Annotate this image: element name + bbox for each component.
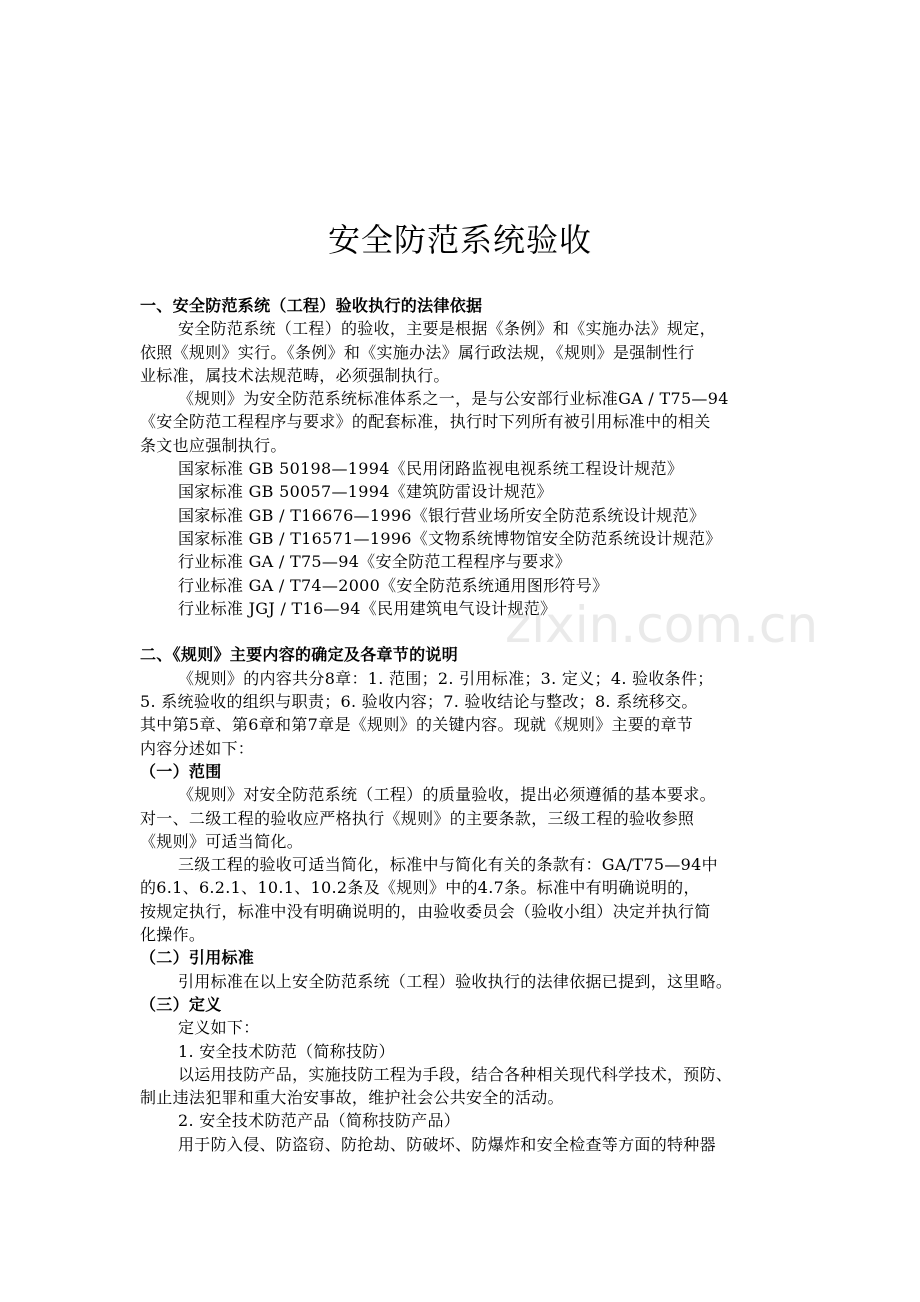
text-line: 对一、二级工程的验收应严格执行《规则》的主要条款，三级工程的验收参照 <box>140 808 695 828</box>
text-line: 2. 安全技术防范产品（简称技防产品） <box>178 1111 461 1131</box>
text-line: 1. 安全技术防范（简称技防） <box>178 1041 395 1061</box>
text-line: 其中第5章、第6章和第7章是《规则》的关键内容。现就《规则》主要的章节 <box>140 715 694 735</box>
section-heading: （二）引用标准 <box>140 948 255 968</box>
text-line: 国家标准 GB / T16571—1996《文物系统博物馆安全防范系统设计规范》 <box>178 528 722 548</box>
text-line: 定义如下： <box>178 1018 260 1038</box>
text-line: 行业标准 JGJ / T16—94《民用建筑电气设计规范》 <box>178 598 557 618</box>
section-heading: （一）范围 <box>140 761 222 781</box>
text-line: 条文也应强制执行。 <box>140 435 287 455</box>
text-line: 《规则》的内容共分8章：1. 范围；2. 引用标准；3. 定义；4. 验收条件； <box>178 668 714 688</box>
section-heading: 二、《规则》主要内容的确定及各章节的说明 <box>140 645 459 665</box>
text-line: 按规定执行，标准中没有明确说明的，由验收委员会（验收小组）决定并执行简 <box>140 901 711 921</box>
text-line: 《规则》可适当简化。 <box>140 831 304 851</box>
section-heading: （三）定义 <box>140 994 222 1014</box>
text-line: 用于防入侵、防盗窃、防抢劫、防破坏、防爆炸和安全检查等方面的特种器 <box>178 1134 716 1154</box>
text-line: 以运用技防产品，实施技防工程为手段，结合各种相关现代科学技术，预防、 <box>178 1064 733 1084</box>
document-title: 安全防范系统验收 <box>327 221 592 259</box>
text-line: 《规则》为安全防范系统标准体系之一，是与公安部行业标准GA / T75—94 <box>178 389 729 409</box>
text-line: 引用标准在以上安全防范系统（工程）验收执行的法律依据已提到，这里略。 <box>178 971 733 991</box>
text-line: 三级工程的验收可适当简化，标准中与简化有关的条款有：GA/T75—94中 <box>178 855 718 875</box>
text-line: 的6.1、6.2.1、10.1、10.2条及《规则》中的4.7条。标准中有明确说明的， <box>140 878 700 898</box>
text-line: 安全防范系统（工程）的验收，主要是根据《条例》和《实施办法》规定， <box>178 319 716 339</box>
text-line: 化操作。 <box>140 925 206 945</box>
text-line: 国家标准 GB 50198—1994《民用闭路监视电视系统工程设计规范》 <box>178 459 684 479</box>
text-line: 国家标准 GB / T16676—1996《银行营业场所安全防范系统设计规范》 <box>178 505 706 525</box>
text-line: 业标准，属技术法规范畴，必须强制执行。 <box>140 365 450 385</box>
text-line: 5. 系统验收的组织与职责；6. 验收内容；7. 验收结论与整改；8. 系统移交。 <box>140 692 698 712</box>
text-line: 依照《规则》实行。《条例》和《实施办法》属行政法规，《规则》是强制性行 <box>140 342 695 362</box>
text-line: 制止违法犯罪和重大治安事故，维护社会公共安全的活动。 <box>140 1088 564 1108</box>
document-body <box>140 294 785 1156</box>
text-line: 行业标准 GA / T74—2000《安全防范系统通用图形符号》 <box>178 575 609 595</box>
watermark: zixin.com.cn <box>505 596 819 654</box>
text-line: 《安全防范工程程序与要求》的配套标准，执行时下列所有被引用标准中的相关 <box>140 412 711 432</box>
section-heading: 一、安全防范系统（工程）验收执行的法律依据 <box>140 296 483 315</box>
text-line: 行业标准 GA / T75—94《安全防范工程程序与要求》 <box>178 552 572 572</box>
text-line: 《规则》对安全防范系统（工程）的质量验收，提出必须遵循的基本要求。 <box>178 785 716 805</box>
text-line: 内容分述如下： <box>140 738 255 758</box>
text-line: 国家标准 GB 50057—1994《建筑防雷设计规范》 <box>178 482 553 502</box>
